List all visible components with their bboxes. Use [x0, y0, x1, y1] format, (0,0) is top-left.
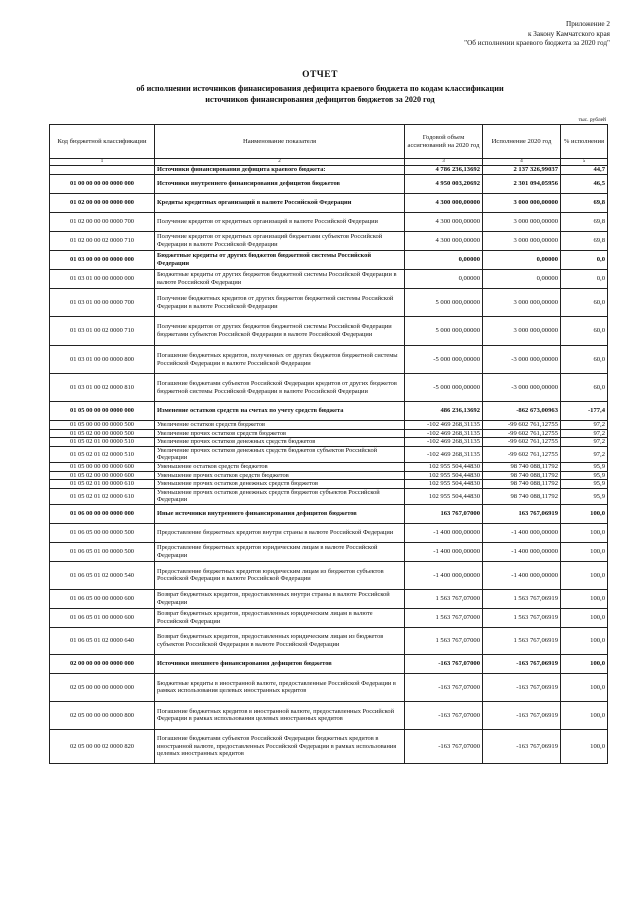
table-row: [50, 523, 608, 542]
table-row: [50, 627, 608, 654]
code-cell: 01 05 02 01 02 0000 510: [50, 446, 155, 462]
name-cell: Возврат бюджетных кредитов, предоставленных юридическим лицам в валюте Российской Федерации: [155, 608, 405, 627]
appendix-line-1: Приложение 2: [566, 20, 610, 28]
code-cell: 02 00 00 00 00 0000 000: [50, 654, 155, 673]
fact-cell: -163 767,06919: [483, 701, 561, 729]
plan-cell: 1 563 767,07000: [405, 608, 483, 627]
name-cell: Получение кредитов от кредитных организаций в валюте Российской Федерации: [155, 213, 405, 232]
name-cell: Погашение бюджетами субъектов Российской Федерации кредитов от других бюджетов бюджетной системы Российской Федерации в валюте Российской Федерации: [155, 374, 405, 402]
subtitle-line-1: об исполнении источников финансирования дефицита краевого бюджета по кодам классификации: [136, 84, 504, 93]
plan-cell: 163 767,07000: [405, 504, 483, 523]
appendix-line-3: "Об исполнении краевого бюджета за 2020 год": [464, 39, 610, 47]
plan-cell: -5 000 000,00000: [405, 346, 483, 374]
table-row: [50, 701, 608, 729]
pct-cell: 97,2: [561, 429, 608, 438]
plan-cell: -102 469 268,31135: [405, 429, 483, 438]
col-number: 4: [483, 159, 561, 166]
code-cell: 01 05 00 00 00 0000 500: [50, 421, 155, 430]
plan-cell: 4 950 003,20692: [405, 175, 483, 194]
appendix-line-2: к Закону Камчатского края: [528, 29, 610, 38]
fact-cell: -99 602 761,12755: [483, 446, 561, 462]
plan-cell: -163 767,07000: [405, 673, 483, 701]
table-row: [50, 608, 608, 627]
fact-cell: -1 400 000,00000: [483, 542, 561, 561]
plan-cell: 4 786 236,13692: [405, 166, 483, 175]
name-cell: Изменение остатков средств на счетах по учету средств бюджета: [155, 402, 405, 421]
name-cell: Предоставление бюджетных кредитов юридическим лицам в валюте Российской Федерации: [155, 542, 405, 561]
table-row: [50, 232, 608, 251]
pct-cell: 100,0: [561, 729, 608, 763]
table-row: [50, 438, 608, 447]
pct-cell: 95,9: [561, 480, 608, 489]
fact-cell: 1 563 767,06919: [483, 608, 561, 627]
plan-cell: 102 955 504,44830: [405, 462, 483, 471]
table-row: [50, 446, 608, 462]
units-label: тыс. рублей: [578, 117, 606, 123]
name-cell: Источники внутреннего финансирования дефицитов бюджетов: [155, 175, 405, 194]
name-cell: Возврат бюджетных кредитов, предоставленных внутри страны в валюте Российской Федерации: [155, 589, 405, 608]
pct-cell: 100,0: [561, 701, 608, 729]
fact-cell: 1 563 767,06919: [483, 627, 561, 654]
col-number: 1: [50, 159, 155, 166]
plan-cell: 102 955 504,44830: [405, 488, 483, 504]
plan-cell: -1 400 000,00000: [405, 542, 483, 561]
plan-cell: 102 955 504,44830: [405, 480, 483, 489]
plan-cell: -163 767,07000: [405, 701, 483, 729]
code-cell: 02 05 00 00 00 0000 000: [50, 673, 155, 701]
col-number: 2: [155, 159, 405, 166]
fact-cell: 3 000 000,00000: [483, 232, 561, 251]
pct-cell: 97,2: [561, 421, 608, 430]
table-row: [50, 471, 608, 480]
name-cell: Уменьшение прочих остатков денежных средств бюджетов: [155, 480, 405, 489]
pct-cell: 100,0: [561, 654, 608, 673]
fact-cell: -3 000 000,00000: [483, 346, 561, 374]
name-cell: Уменьшение прочих остатков средств бюджетов: [155, 471, 405, 480]
name-cell: Уменьшение остатков средств бюджетов: [155, 462, 405, 471]
pct-cell: 69,8: [561, 213, 608, 232]
plan-cell: 1 563 767,07000: [405, 627, 483, 654]
column-numbers-row: [50, 159, 608, 166]
code-cell: 01 02 00 00 02 0000 710: [50, 232, 155, 251]
pct-cell: 97,2: [561, 438, 608, 447]
table-row: [50, 542, 608, 561]
name-cell: Увеличение остатков средств бюджетов: [155, 421, 405, 430]
name-cell: Увеличение прочих остатков денежных средств бюджетов субъектов Российской Федерации: [155, 446, 405, 462]
fact-cell: 2 301 094,05956: [483, 175, 561, 194]
plan-cell: -102 469 268,31135: [405, 421, 483, 430]
plan-cell: -102 469 268,31135: [405, 438, 483, 447]
code-cell: 01 06 05 01 00 0000 600: [50, 608, 155, 627]
pct-cell: 60,0: [561, 374, 608, 402]
table-row: [50, 729, 608, 763]
table-row: [50, 175, 608, 194]
table-row: [50, 561, 608, 589]
plan-cell: 5 000 000,00000: [405, 317, 483, 346]
table-row: [50, 317, 608, 346]
code-cell: 01 03 01 00 02 0000 810: [50, 374, 155, 402]
code-cell: 01 02 00 00 00 0000 700: [50, 213, 155, 232]
name-cell: Уменьшение прочих остатков денежных средств бюджетов субъектов Российской Федерации: [155, 488, 405, 504]
header-plan: Годовой объем ассигнований на 2020 год: [405, 125, 483, 159]
name-cell: Получение бюджетных кредитов от других бюджетов бюджетной системы Российской Федерации в валюте Российской Федерации: [155, 289, 405, 317]
table-row: [50, 589, 608, 608]
code-cell: 01 05 00 00 00 0000 000: [50, 402, 155, 421]
plan-cell: -163 767,07000: [405, 729, 483, 763]
plan-cell: -1 400 000,00000: [405, 523, 483, 542]
table-row: [50, 654, 608, 673]
code-cell: 01 05 02 00 00 0000 500: [50, 429, 155, 438]
pct-cell: 100,0: [561, 673, 608, 701]
fact-cell: 3 000 000,00000: [483, 194, 561, 213]
plan-cell: 5 000 000,00000: [405, 289, 483, 317]
plan-cell: -1 400 000,00000: [405, 561, 483, 589]
code-cell: 01 05 02 01 00 0000 610: [50, 480, 155, 489]
name-cell: Бюджетные кредиты от других бюджетов бюджетной системы Российской Федерации: [155, 251, 405, 270]
document-title: ОТЧЕТ: [302, 70, 338, 80]
table-row: [50, 213, 608, 232]
table-row: [50, 504, 608, 523]
pct-cell: 100,0: [561, 561, 608, 589]
code-cell: 01 05 00 00 00 0000 600: [50, 462, 155, 471]
plan-cell: 486 236,13692: [405, 402, 483, 421]
name-cell: Бюджетные кредиты в иностранной валюте, предоставленные Российской Федерации в рамках использования целевых иностранных кредитов: [155, 673, 405, 701]
table-row: [50, 374, 608, 402]
pct-cell: 95,9: [561, 462, 608, 471]
code-cell: 01 00 00 00 00 0000 000: [50, 175, 155, 194]
col-number: 5: [561, 159, 608, 166]
code-cell: 01 05 02 01 00 0000 510: [50, 438, 155, 447]
fact-cell: -862 673,00963: [483, 402, 561, 421]
plan-cell: -5 000 000,00000: [405, 374, 483, 402]
fact-cell: -163 767,06919: [483, 654, 561, 673]
pct-cell: -177,4: [561, 402, 608, 421]
code-cell: 01 02 00 00 00 0000 000: [50, 194, 155, 213]
name-cell: Погашение бюджетных кредитов, полученных от других бюджетов бюджетной системы Российской Федерации в валюте Российской Федерации: [155, 346, 405, 374]
table-row: [50, 194, 608, 213]
pct-cell: 69,8: [561, 194, 608, 213]
fact-cell: 3 000 000,00000: [483, 289, 561, 317]
table-row: [50, 462, 608, 471]
table-row: [50, 346, 608, 374]
name-cell: Погашение бюджетных кредитов в иностранной валюте, предоставленных Российской Федерации в рамках использования целевых иностранных кредитов: [155, 701, 405, 729]
table-row: [50, 289, 608, 317]
name-cell: Получение кредитов от других бюджетов бюджетной системы Российской Федерации бюджетами субъектов Российской Федерации в валюте Российской Федерации: [155, 317, 405, 346]
report-body: [50, 166, 608, 764]
fact-cell: 3 000 000,00000: [483, 317, 561, 346]
fact-cell: -99 602 761,12755: [483, 429, 561, 438]
fact-cell: 98 740 088,11792: [483, 488, 561, 504]
pct-cell: 46,5: [561, 175, 608, 194]
code-cell: [50, 166, 155, 175]
col-number: 3: [405, 159, 483, 166]
pct-cell: 100,0: [561, 504, 608, 523]
fact-cell: 0,00000: [483, 251, 561, 270]
table-row: [50, 429, 608, 438]
pct-cell: 0,0: [561, 251, 608, 270]
fact-cell: 2 137 326,99037: [483, 166, 561, 175]
code-cell: 01 06 05 00 00 0000 600: [50, 589, 155, 608]
plan-cell: 0,00000: [405, 270, 483, 289]
plan-cell: -102 469 268,31135: [405, 446, 483, 462]
pct-cell: 95,9: [561, 488, 608, 504]
code-cell: 01 06 05 00 00 0000 500: [50, 523, 155, 542]
fact-cell: -163 767,06919: [483, 729, 561, 763]
fact-cell: 0,00000: [483, 270, 561, 289]
code-cell: 01 03 01 00 00 0000 700: [50, 289, 155, 317]
name-cell: Погашение бюджетами субъектов Российской Федерации бюджетных кредитов в иностранной валюте, предоставленных Российской Федерации в рамках использования целевых иностранных кредитов: [155, 729, 405, 763]
header-pct: % исполнения: [561, 125, 608, 159]
plan-cell: 4 300 000,00000: [405, 232, 483, 251]
code-cell: 01 03 01 00 00 0000 000: [50, 270, 155, 289]
pct-cell: 95,9: [561, 471, 608, 480]
table-row: [50, 402, 608, 421]
name-cell: Бюджетные кредиты от других бюджетов бюджетной системы Российской Федерации в валюте Российской Федерации: [155, 270, 405, 289]
code-cell: 02 05 00 00 00 0000 800: [50, 701, 155, 729]
pct-cell: 60,0: [561, 346, 608, 374]
code-cell: 01 03 00 00 00 0000 000: [50, 251, 155, 270]
code-cell: 01 06 00 00 00 0000 000: [50, 504, 155, 523]
fact-cell: -1 400 000,00000: [483, 561, 561, 589]
plan-cell: 4 300 000,00000: [405, 194, 483, 213]
pct-cell: 100,0: [561, 523, 608, 542]
fact-cell: 98 740 088,11792: [483, 471, 561, 480]
fact-cell: -99 602 761,12755: [483, 438, 561, 447]
table-row: [50, 421, 608, 430]
code-cell: 01 06 05 01 00 0000 500: [50, 542, 155, 561]
pct-cell: 100,0: [561, 542, 608, 561]
plan-cell: -163 767,07000: [405, 654, 483, 673]
table-row: [50, 251, 608, 270]
fact-cell: 1 563 767,06919: [483, 589, 561, 608]
fact-cell: -163 767,06919: [483, 673, 561, 701]
header-code: Код бюджетной классификации: [50, 125, 155, 159]
pct-cell: 100,0: [561, 589, 608, 608]
subtitle-line-2: источников финансирования дефицитов бюджетов за 2020 год: [205, 95, 435, 104]
name-cell: Кредиты кредитных организаций в валюте Российской Федерации: [155, 194, 405, 213]
pct-cell: 100,0: [561, 627, 608, 654]
plan-cell: 0,00000: [405, 251, 483, 270]
name-cell: Источники внешнего финансирования дефицитов бюджетов: [155, 654, 405, 673]
code-cell: 01 05 02 00 00 0000 600: [50, 471, 155, 480]
name-cell: Получение кредитов от кредитных организаций бюджетами субъектов Российской Федерации в валюте Российской Федерации: [155, 232, 405, 251]
plan-cell: 1 563 767,07000: [405, 589, 483, 608]
fact-cell: -3 000 000,00000: [483, 374, 561, 402]
plan-cell: 4 300 000,00000: [405, 213, 483, 232]
fact-cell: -1 400 000,00000: [483, 523, 561, 542]
name-cell: Источники финансирования дефицита краевого бюджета:: [155, 166, 405, 175]
fact-cell: 3 000 000,00000: [483, 213, 561, 232]
table-row: [50, 166, 608, 175]
pct-cell: 0,0: [561, 270, 608, 289]
plan-cell: 102 955 504,44830: [405, 471, 483, 480]
code-cell: 02 05 00 00 02 0000 820: [50, 729, 155, 763]
pct-cell: 60,0: [561, 317, 608, 346]
fact-cell: -99 602 761,12755: [483, 421, 561, 430]
fact-cell: 163 767,06919: [483, 504, 561, 523]
appendix-block: [464, 20, 610, 49]
pct-cell: 69,8: [561, 232, 608, 251]
code-cell: 01 03 01 00 00 0000 800: [50, 346, 155, 374]
report-table: [49, 124, 608, 764]
table-row: [50, 480, 608, 489]
name-cell: Предоставление бюджетных кредитов юридическим лицам из бюджетов субъектов Российской Федерации в валюте Российской Федерации: [155, 561, 405, 589]
table-row: [50, 673, 608, 701]
name-cell: Увеличение прочих остатков средств бюджетов: [155, 429, 405, 438]
header-name: Наименование показателя: [155, 125, 405, 159]
code-cell: 01 06 05 01 02 0000 540: [50, 561, 155, 589]
fact-cell: 98 740 088,11792: [483, 462, 561, 471]
table-row: [50, 488, 608, 504]
code-cell: 01 03 01 00 02 0000 710: [50, 317, 155, 346]
header-fact: Исполнение 2020 год: [483, 125, 561, 159]
name-cell: Возврат бюджетных кредитов, предоставленных юридическим лицам из бюджетов субъектов Российской Федерации в валюте Российской Федерации: [155, 627, 405, 654]
code-cell: 01 05 02 01 02 0000 610: [50, 488, 155, 504]
pct-cell: 100,0: [561, 608, 608, 627]
table-row: [50, 270, 608, 289]
name-cell: Иные источники внутреннего финансирования дефицитов бюджетов: [155, 504, 405, 523]
pct-cell: 60,0: [561, 289, 608, 317]
pct-cell: 44,7: [561, 166, 608, 175]
pct-cell: 97,2: [561, 446, 608, 462]
code-cell: 01 06 05 01 02 0000 640: [50, 627, 155, 654]
table-header-row: [50, 125, 608, 159]
document-subtitle: [70, 83, 570, 105]
fact-cell: 98 740 088,11792: [483, 480, 561, 489]
name-cell: Увеличение прочих остатков денежных средств бюджетов: [155, 438, 405, 447]
name-cell: Предоставление бюджетных кредитов внутри страны в валюте Российской Федерации: [155, 523, 405, 542]
